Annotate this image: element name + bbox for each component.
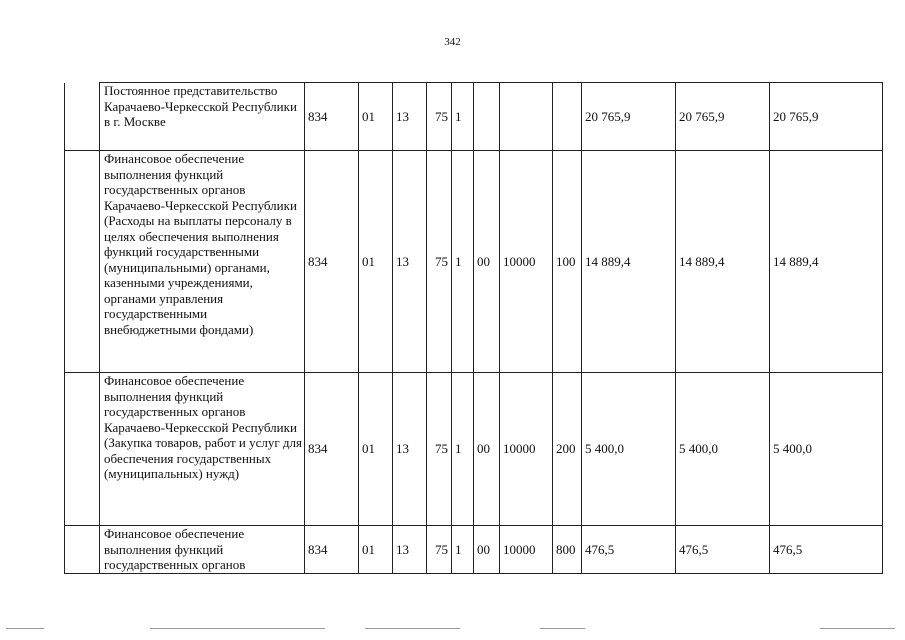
expense-type-code: 200: [553, 373, 582, 526]
ministry-code: 834: [305, 83, 359, 151]
amount-year-3: 14 889,4: [770, 151, 883, 373]
direction-code: 00: [474, 373, 500, 526]
section-code: 01: [359, 151, 393, 373]
amount-year-1: 14 889,4: [582, 151, 676, 373]
row-number-cell: [65, 526, 100, 574]
amount-year-2: 476,5: [676, 526, 770, 574]
scan-artifacts: [0, 628, 905, 632]
table-row: [65, 373, 883, 526]
expense-type-code: 800: [553, 526, 582, 574]
amount-year-2: 14 889,4: [676, 151, 770, 373]
section-code: 01: [359, 83, 393, 151]
ministry-code: 834: [305, 526, 359, 574]
amount-year-2: 20 765,9: [676, 83, 770, 151]
expense-type-code: 100: [553, 151, 582, 373]
program-code: 75: [427, 151, 452, 373]
ministry-code: 834: [305, 151, 359, 373]
subsection-code: 13: [393, 373, 427, 526]
direction-code: 00: [474, 151, 500, 373]
target-code: 10000: [500, 373, 553, 526]
subprogram-code: 1: [452, 526, 474, 574]
program-code: 75: [427, 526, 452, 574]
amount-year-3: 476,5: [770, 526, 883, 574]
section-code: 01: [359, 526, 393, 574]
amount-year-3: 20 765,9: [770, 83, 883, 151]
row-name: Финансовое обеспечение выполнения функций государственных органов: [100, 526, 305, 574]
row-number-cell: [65, 83, 100, 151]
table-row: [65, 83, 883, 151]
table-row: [65, 151, 883, 373]
subsection-code: 13: [393, 83, 427, 151]
page-number: 342: [444, 36, 461, 48]
program-code: 75: [427, 83, 452, 151]
target-code: 10000: [500, 151, 553, 373]
table-row: [65, 526, 883, 574]
amount-year-1: 5 400,0: [582, 373, 676, 526]
scan-mark: [540, 628, 585, 629]
row-number-cell: [65, 151, 100, 373]
subsection-code: 13: [393, 151, 427, 373]
row-number-cell: [65, 373, 100, 526]
subprogram-code: 1: [452, 83, 474, 151]
program-code: 75: [427, 373, 452, 526]
direction-code: 00: [474, 526, 500, 574]
subsection-code: 13: [393, 526, 427, 574]
budget-table: [64, 82, 883, 574]
target-code: [500, 83, 553, 151]
subprogram-code: 1: [452, 373, 474, 526]
ministry-code: 834: [305, 373, 359, 526]
row-name: Финансовое обеспечение выполнения функций государственных органов Карачаево-Черкесской Республики (Закупка товаров, работ и услуг для обеспечения государственных (муниципальных) нужд): [100, 373, 305, 526]
target-code: 10000: [500, 526, 553, 574]
scan-mark: [365, 628, 460, 629]
row-name: Финансовое обеспечение выполнения функций государственных органов Карачаево-Черкесской Республики (Расходы на выплаты персоналу в целях обеспечения выполнения функций государственными (муниципальными) органами, казенными учреждениями, органами управления государственными внебюджетными фондами): [100, 151, 305, 373]
scan-mark: [150, 628, 325, 629]
amount-year-3: 5 400,0: [770, 373, 883, 526]
expense-type-code: [553, 83, 582, 151]
amount-year-1: 476,5: [582, 526, 676, 574]
section-code: 01: [359, 373, 393, 526]
direction-code: [474, 83, 500, 151]
scan-mark: [6, 628, 44, 629]
scan-mark: [820, 628, 895, 629]
subprogram-code: 1: [452, 151, 474, 373]
row-name: Постоянное представительство Карачаево-Черкесской Республики в г. Москве: [100, 83, 305, 151]
amount-year-2: 5 400,0: [676, 373, 770, 526]
amount-year-1: 20 765,9: [582, 83, 676, 151]
